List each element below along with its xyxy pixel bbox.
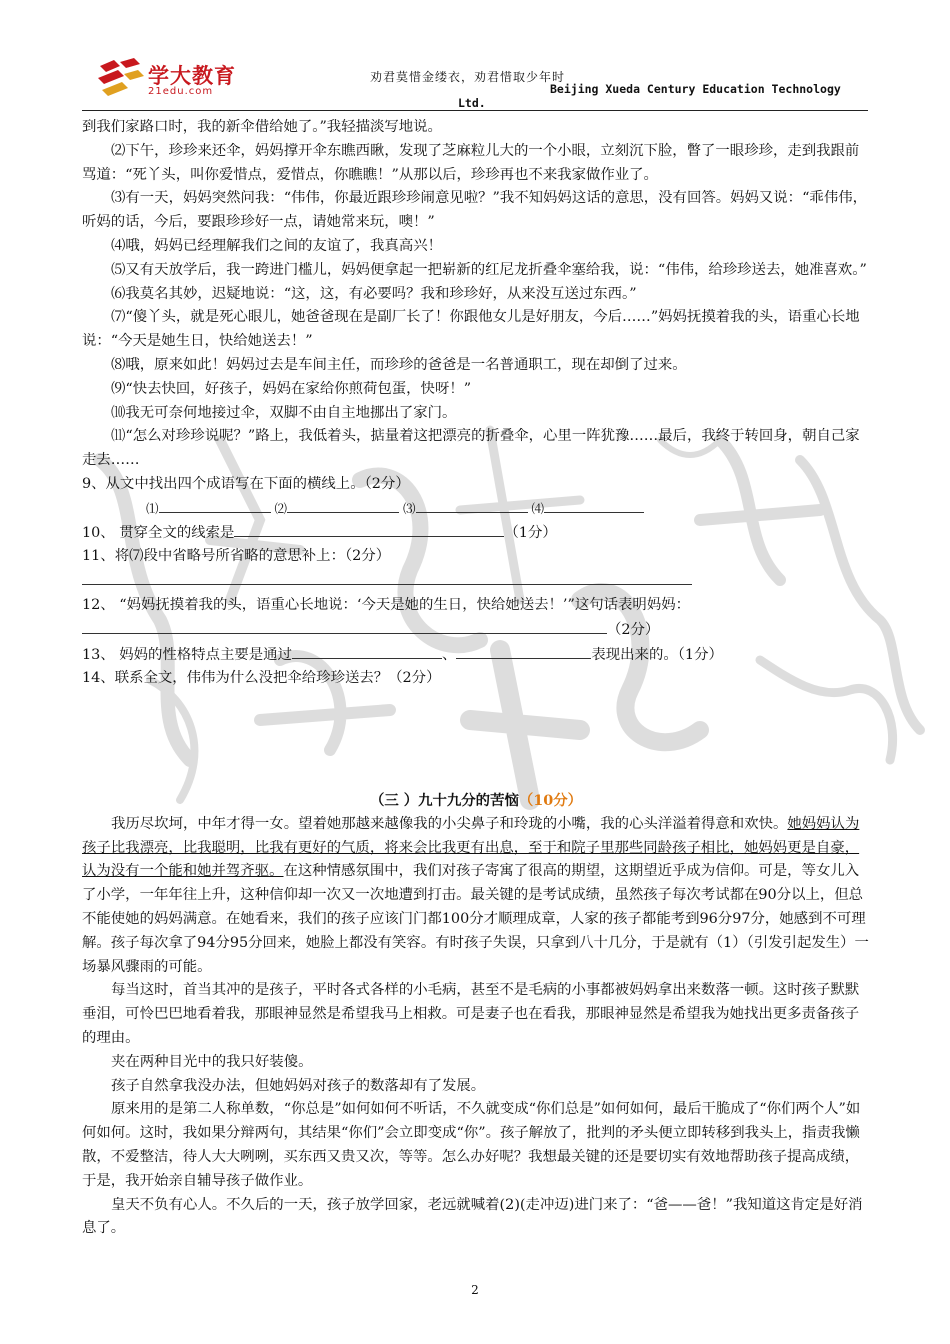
- question-12: 12、 “妈妈抚摸着我的头，语重心长地说：‘今天是她的生日，快给她送去！’”这句话表明妈妈：: [82, 596, 690, 613]
- question-13-text: 13、 妈妈的性格特点主要是通过: [82, 646, 292, 663]
- company-name: Beijing Xueda Century Education Technology: [550, 82, 841, 96]
- section-paragraph: [82, 813, 870, 980]
- page-number: 2: [471, 1283, 479, 1297]
- answer-blank[interactable]: [456, 643, 591, 659]
- answer-blank[interactable]: [82, 618, 607, 634]
- paragraph-text: 在这种情感氛围中，我们对孩子寄寓了很高的期望，这期望近乎成为信仰。可是，等女儿入了小学，一年年往上升，这种信仰却一次又一次地遭到打击。最关键的是考试成绩，虽然孩子每次考试都在90分以上，但总不能使她的妈妈满意。在她看来，我们的孩子应该门门都100分才顺理成章，人家的孩子都能考到96分97分，她感到不可理解。孩子每次拿了94分95分回来，她脸上都没有笑容。有时孩子失误，只拿到八十几分，于是就有（1）（引发引起发生）一场暴风骤雨的可能。: [82, 863, 869, 975]
- story-paragraph: ⑽我无可奈何地接过伞，双脚不由自主地挪出了家门。: [111, 404, 457, 421]
- story-paragraph: ⑶有一天，妈妈突然问我：“伟伟，你最近跟珍珍闹意见啦？”我不知妈妈这话的意思，没有回答。妈妈又说：“乖伟伟，听妈的话，今后，要跟珍珍好一点，请她常来玩，噢！”: [82, 190, 867, 231]
- header-motto: 劝君莫惜金缕衣，劝君惜取少年时: [370, 70, 566, 84]
- question-9: 9、从文中找出四个成语写在下面的横线上。（2分）: [82, 475, 410, 492]
- question-14: 14、联系全文，伟伟为什么没把伞给珍珍送去？（2分）: [82, 670, 441, 687]
- question-13-suffix: 表现出来的。（1分）: [591, 646, 723, 663]
- question-13-separator: 、: [441, 646, 457, 663]
- story-paragraph: ⑺“傻丫头，就是死心眼儿，她爸爸现在是副厂长了！你跟他女儿是好朋友，今后……”妈妈抚摸着我的头，语重心长地说：“今天是她生日，快给她送去！”: [82, 309, 860, 350]
- question-12-score: （2分）: [607, 621, 660, 638]
- section-paragraph: 孩子自然拿我没办法，但她妈妈对孩子的数落却有了发展。: [111, 1077, 486, 1094]
- story-paragraph: ⑹我莫名其妙，迟疑地说：“这，这，有必要吗？我和珍珍好，从来没互送过东西。”: [111, 285, 637, 302]
- paragraph-text: 我历尽坎坷，中年才得一女。望着她那越来越像我的小尖鼻子和玲珑的小嘴，我的心头洋溢着得意和欢快。: [111, 815, 788, 832]
- story-paragraph: ⑾“怎么对珍珍说呢？”路上，我低着头，掂量着这把漂亮的折叠伞，心里一阵犹豫……最后，我终于转回身，朝自己家走去……: [82, 428, 860, 469]
- story-paragraph: ⑻哦，原来如此！妈妈过去是车间主任，而珍珍的爸爸是一名普通职工，现在却倒了过来。: [111, 356, 687, 373]
- question-9-blanks: [82, 497, 870, 521]
- section-title: [82, 789, 870, 813]
- section-paragraph: 皇天不负有心人。不久后的一天，孩子放学回家，老远就喊着(2)(走冲迈)进门来了：“爸——爸！”我知道这肯定是好消息了。: [82, 1196, 863, 1237]
- question-10: [82, 521, 870, 546]
- company-logo: [98, 58, 258, 102]
- question-11-blank-line: [82, 569, 870, 594]
- underlined-sentence: 她妈妈认为孩子比我漂亮，比我聪明，比我有更好的气质，将来会比我更有出息，至于和院子里那些同龄孩子相比，她妈妈更是自豪，认为没有一个能和她并驾齐驱。: [82, 815, 860, 880]
- company-name-suffix: Ltd.: [458, 96, 486, 110]
- logo-text: 学大教育: [148, 64, 236, 88]
- header-rule: [82, 110, 868, 111]
- blank-label: ⑴: [146, 500, 159, 516]
- logo-mark-icon: [98, 58, 144, 100]
- story-text: [82, 116, 870, 691]
- question-12-answer-line: [82, 618, 870, 643]
- story-paragraph: ⑵下午，珍珍来还伞，妈妈撑开伞东瞧西瞅，发现了芝麻粒儿大的一个小眼，立刻沉下脸，瞥了一眼珍珍，走到我跟前骂道：“死丫头，叫你爱惜点，爱惜点，你瞧瞧！”从那以后，珍珍再也不来我家做作业了。: [82, 142, 860, 183]
- blank-label: ⑵: [274, 500, 288, 516]
- answer-blank[interactable]: [287, 497, 399, 513]
- section-paragraph: 原来用的是第二人称单数，“你总是”如何如何不听话，不久就变成“你们总是”如何如何，最后干脆成了“你们两个人”如何如何。这时，我如果分辩两句，其结果“你们”会立即变成“你”。孩子解放了，批判的矛头便立即转移到我头上，指责我懒散，不爱整洁，待人大大咧咧，买东西又贵又次，等等。怎么办好呢？我想最关键的还是要切实有效地帮助孩子提高成绩，于是，我开始亲自辅导孩子做作业。: [82, 1101, 861, 1189]
- question-10-text: 10、 贯穿全文的线索是: [82, 524, 235, 541]
- answer-blank[interactable]: [234, 521, 504, 537]
- question-11: 11、将⑺段中省略号所省略的意思补上：（2分）: [82, 548, 391, 565]
- answer-blank[interactable]: [159, 497, 271, 513]
- section-paragraph: 夹在两种目光中的我只好装傻。: [111, 1053, 313, 1070]
- blank-label: ⑷: [531, 500, 545, 516]
- story-paragraph: ⑷哦，妈妈已经理解我们之间的友谊了，我真高兴！: [111, 237, 442, 254]
- answer-blank[interactable]: [544, 497, 644, 513]
- story-paragraph: 到我们家路口时，我的新伞借给她了。”我轻描淡写地说。: [82, 119, 442, 135]
- section-score: （10分）: [518, 792, 583, 809]
- answer-blank[interactable]: [416, 497, 528, 513]
- question-10-score: （1分）: [504, 524, 557, 541]
- answer-blank[interactable]: [292, 643, 442, 659]
- section-three: [82, 789, 870, 1241]
- section-paragraph: 每当这时，首当其冲的是孩子，平时各式各样的小毛病，甚至不是毛病的小事都被妈妈拿出来数落一顿。这时孩子默默垂泪，可怜巴巴地看着我，那眼神显然是希望我马上相救。可是妻子也在看我，那眼神显然是希望我为她找出更多责备孩子的理由。: [82, 982, 860, 1046]
- answer-blank[interactable]: [82, 569, 692, 585]
- question-13: [82, 643, 870, 668]
- story-paragraph: ⑸又有天放学后，我一跨进门槛儿，妈妈便拿起一把崭新的红尼龙折叠伞塞给我，说：“伟伟，给珍珍送去，她准喜欢。”: [111, 261, 867, 278]
- blank-label: ⑶: [403, 500, 416, 516]
- section-title-text: （三 ）九十九分的苦恼: [369, 792, 519, 809]
- logo-domain: 21edu.com: [148, 86, 214, 97]
- story-paragraph: ⑼“快去快回，好孩子，妈妈在家给你煎荷包蛋，快呀！”: [111, 380, 472, 397]
